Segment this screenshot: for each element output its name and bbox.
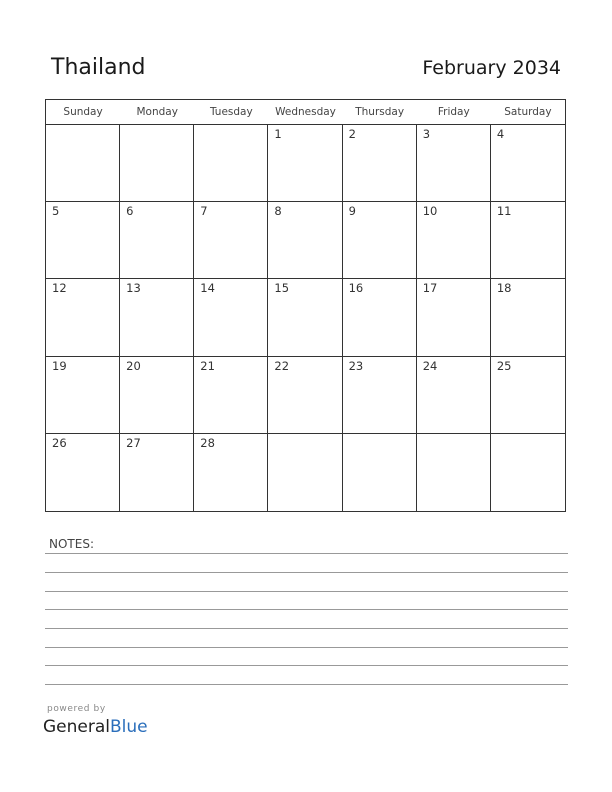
notes-label: NOTES: — [49, 537, 94, 551]
generalblue-logo — [43, 717, 148, 737]
day-cell — [343, 279, 417, 356]
day-number: 7 — [200, 204, 208, 219]
weekday-thursday: Thursday — [355, 106, 405, 118]
day-number: 19 — [52, 358, 67, 373]
day-number: 13 — [126, 281, 141, 296]
day-number: 17 — [422, 281, 438, 296]
day-cell — [46, 279, 120, 356]
day-number: 14 — [200, 281, 215, 296]
day-cell — [343, 357, 417, 434]
day-cell — [268, 279, 342, 356]
day-cell — [491, 202, 565, 279]
powered-by-text: powered by — [47, 704, 106, 714]
day-cell — [268, 125, 342, 202]
day-cell — [343, 202, 417, 279]
notes-line — [45, 553, 568, 554]
brand-general: General — [43, 717, 110, 737]
day-cell — [491, 125, 565, 202]
day-number: 12 — [52, 281, 67, 296]
day-number: 28 — [200, 435, 215, 450]
notes-line — [45, 591, 568, 592]
day-cell — [194, 125, 268, 202]
day-number: 26 — [52, 435, 67, 450]
day-cell — [268, 202, 342, 279]
notes-line — [45, 609, 568, 610]
weekday-monday: Monday — [136, 106, 178, 118]
day-cell — [194, 202, 268, 279]
month-year-title: February 2034 — [422, 57, 561, 79]
notes-line — [45, 684, 568, 685]
weekday-friday: Friday — [437, 106, 470, 118]
day-number: 15 — [274, 281, 290, 296]
day-number: 22 — [274, 358, 290, 373]
day-cell — [46, 434, 120, 511]
day-number: 21 — [200, 358, 215, 373]
day-cell — [120, 357, 194, 434]
day-cell — [491, 434, 565, 511]
weekday-header-row — [46, 100, 565, 125]
notes-line — [45, 647, 568, 648]
day-cell — [417, 357, 491, 434]
weekday-sunday: Sunday — [63, 106, 103, 118]
day-cell — [120, 434, 194, 511]
day-number: 3 — [422, 127, 431, 141]
brand-blue: Blue — [110, 717, 148, 737]
day-number: 16 — [348, 281, 364, 296]
weekday-saturday: Saturday — [504, 106, 552, 118]
day-cell — [120, 125, 194, 202]
day-number: 4 — [496, 127, 505, 141]
weekday-tuesday: Tuesday — [209, 106, 253, 118]
day-cell — [194, 357, 268, 434]
day-number: 2 — [348, 127, 356, 141]
day-number: 27 — [126, 435, 141, 450]
notes-line — [45, 628, 568, 629]
day-cell — [120, 279, 194, 356]
day-cell — [46, 202, 120, 279]
day-cell — [343, 125, 417, 202]
day-number: 18 — [496, 281, 512, 296]
day-cell — [120, 202, 194, 279]
day-cell — [417, 125, 491, 202]
day-cells — [46, 125, 565, 511]
day-number: 20 — [126, 358, 141, 373]
day-number: 1 — [274, 127, 282, 141]
day-cell — [268, 357, 342, 434]
day-cell — [417, 202, 491, 279]
day-number: 9 — [348, 204, 356, 219]
day-cell — [46, 357, 120, 434]
day-cell — [491, 279, 565, 356]
day-number: 10 — [422, 204, 438, 219]
day-number: 6 — [126, 204, 134, 219]
day-cell — [46, 125, 120, 202]
notes-line — [45, 665, 568, 666]
day-cell — [194, 279, 268, 356]
day-number: 25 — [496, 358, 512, 373]
day-cell — [491, 357, 565, 434]
country-title: Thailand — [51, 55, 146, 80]
day-cell — [417, 434, 491, 511]
day-number: 5 — [52, 204, 60, 219]
day-cell — [268, 434, 342, 511]
day-number: 24 — [422, 358, 438, 373]
day-cell — [417, 279, 491, 356]
notes-line — [45, 572, 568, 573]
calendar-grid — [45, 99, 566, 512]
day-cell — [194, 434, 268, 511]
day-number: 8 — [274, 204, 282, 219]
day-cell — [343, 434, 417, 511]
day-number: 11 — [496, 204, 512, 219]
day-number: 23 — [348, 358, 364, 373]
weekday-wednesday: Wednesday — [275, 106, 336, 118]
